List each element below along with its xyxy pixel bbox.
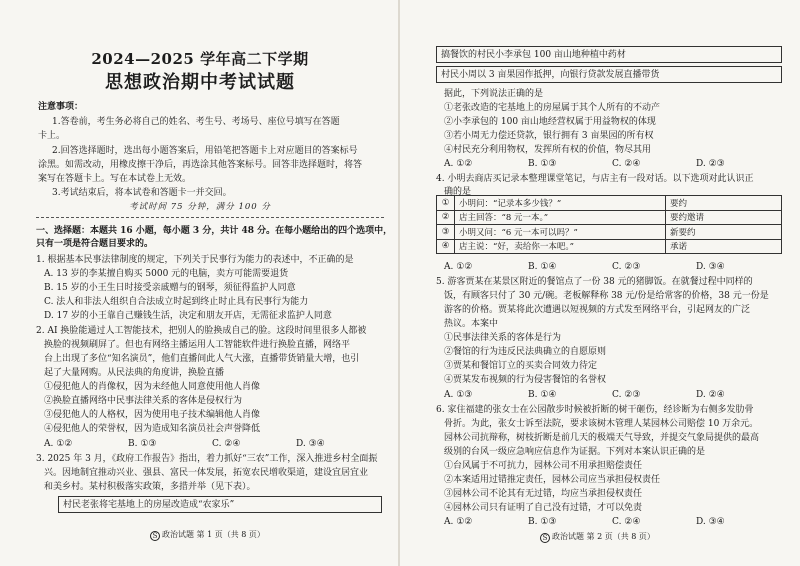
question-4-option-a: A. ①② [444,262,473,272]
question-6-stem: 6. 家住福建的张女士在公园散步时候被折断的树干砸伤，经诊断为右侧多发肋骨 [436,405,754,415]
table-cell: ④ [437,239,455,254]
question-6-item: ①台风属于不可抗力，园林公司不用承担赔偿责任 [444,461,643,471]
table-cell: 要约 [666,196,782,211]
question-6-stem: 园林公司抗辩称，树枝折断是前几天的极端天气导致，并提交气象局提供的最高 [444,433,760,443]
question-6-item: ④园林公司只有证明了自己没有过错，才可以免责 [444,503,643,513]
question-5-stem: 热议。本案中 [444,319,499,329]
table-cell: 新要约 [666,225,782,240]
question-4-option-d: D. ③④ [696,262,725,272]
exam-year-title: 2024—2025 学年高二下学期 [91,50,309,68]
question-6-item: ②本案适用过错推定责任，园林公司应当承担侵权责任 [444,475,661,485]
question-1-option: A. 13 岁的李某擅自购买 5000 元的电脑，卖方可能需要退货 [44,269,289,279]
question-1-stem: 1. 根据基本民事法律制度的规定，下列关于民事行为能力的表述中，不正确的是 [36,255,354,265]
question-1-option: B. 15 岁的小王生日时接受亲戚赠与的钢琴，须征得监护人同意 [44,283,296,293]
question-3-table-row [58,496,382,513]
table-row [437,196,782,211]
table-row [437,210,782,225]
section-title: 只有一项是符合题目要求的。 [36,239,154,249]
question-3-item: ②小李承包的 100 亩山地经营权属于用益物权的体现 [444,117,656,127]
notice-line: 案写在答题卡上。写在本试卷上无效。 [38,174,192,184]
question-4-option-c: C. ②③ [612,262,641,272]
question-5-option-a: A. ①③ [444,390,473,400]
question-6-option-a: A. ①② [444,517,473,527]
question-2-stem: 起了大量网购。从民法典的角度讲，换脸直播 [44,368,225,378]
question-3-table-row [436,46,782,63]
question-6-stem: 级别的台风一级应急响应信息作为证据。下列对本案认识正确的是 [444,447,706,457]
notice-line: 3.考试结束后，将本试卷和答题卡一并交回。 [52,188,232,198]
table-cell: 搞餐饮的村民小李承包 100 亩山地种植中药材 [441,50,626,60]
table-cell: 店主回答：“8 元一本。” [455,210,666,225]
question-3-stem: 和美乡村。某村积极落实政策，多措并举（见下表）。 [44,482,256,492]
question-1-option: C. 法人和非法人组织自合法成立时起到终止时止具有民事行为能力 [44,297,309,307]
divider [36,217,384,218]
table-cell: 小明问：“记录本多少钱？” [455,196,666,211]
question-5-item: ④贾某发布视频的行为侵害餐馆的名誉权 [444,375,607,385]
question-6-option-b: B. ①③ [528,517,557,527]
question-2-stem: 2. AI 换脸能通过人工智能技术，把别人的脸换成自己的脸。这段时间里很多人都被 [36,326,367,336]
notice-title: 注意事项： [38,102,84,112]
exam-info: 考试时间 75 分钟，满分 100 分 [129,202,271,212]
page-footer-left [150,529,265,541]
question-5-item: ①民事法律关系的客体是行为 [444,333,562,343]
question-2-item: ①侵犯他人的肖像权，因为未经他人同意使用他人肖像 [44,382,261,392]
question-5-option-b: B. ①④ [528,390,557,400]
table-cell: 小明又问：“6 元一本可以吗？” [455,225,666,240]
question-6-item: ③园林公司不论其有无过错，均应当承担侵权责任 [444,489,643,499]
notice-line: 卡上。 [38,131,66,141]
question-6-option-d: D. ③④ [696,517,725,527]
table-cell: 村民小周以 3 亩果园作抵押，向银行贷款发展直播带货 [441,70,660,80]
question-4-stem: 4. 小明去商店买记录本整理课堂笔记，与店主有一段对话。以下选项对此认识正 [436,174,754,184]
table-cell: 承诺 [666,239,782,254]
table-cell: 店主说：“好，卖给你一本吧。” [455,239,666,254]
question-2-item: ④侵犯他人的荣誉权，因为造成知名演员社会声誉降低 [44,424,261,434]
question-4-table [436,195,782,254]
question-4-stem: 确的是 [444,187,472,197]
section-title: 一、选择题：本题共 16 小题，每小题 3 分，共计 48 分。在每小题给出的四个选项中， [36,226,393,236]
question-3-option-a: A. ①② [444,159,473,169]
question-2-option-c: C. ②④ [212,439,241,449]
subject-logo-icon: S [540,533,550,543]
question-4-option-b: B. ①④ [528,262,557,272]
page-footer-right [540,531,655,543]
table-cell: ③ [437,225,455,240]
question-5-option-d: D. ②④ [696,390,725,400]
footer-text: 政治试题 第 1 页（共 8 页） [162,530,265,539]
question-3-item: ④村民充分利用物权，发挥所有权的价值，物尽其用 [444,145,652,155]
question-6-stem: 骨折。为此，张女士诉至法院，要求该树木管理人某园林公司赔偿 10 万余元。 [444,419,759,429]
question-2-option-a: A. ①② [44,439,73,449]
question-3-item: ③若小周无力偿还贷款，银行拥有 3 亩果园的所有权 [444,131,654,141]
question-2-stem: 台上出现了多位“知名演员”，他们直播间此人气大涨，直播带货销量大增，也引 [44,354,360,364]
question-5-stem: 饭，有顾客只付了 30 元/碗。老板解释称 38 元/份是给常客的价格，38 元一份是 [444,291,769,301]
question-3-table-row [436,66,782,83]
question-3-option-c: C. ②④ [612,159,641,169]
table-row [437,239,782,254]
question-3-item: ①老张改造的宅基地上的房屋属于其个人所有的不动产 [444,103,661,113]
table-cell: ② [437,210,455,225]
question-2-item: ③侵犯他人的人格权，因为使用电子技术编辑他人肖像 [44,410,261,420]
question-2-option-b: B. ①③ [128,439,157,449]
exam-subject-title: 思想政治期中考试试题 [105,72,295,93]
question-5-stem: 5. 游客贾某在某景区附近的餐馆点了一份 38 元的猪脚饭。在就餐过程中同样的 [436,277,753,287]
table-cell: 村民老张将宅基地上的房屋改造成“农家乐” [63,500,235,510]
question-3-option-d: D. ②③ [696,159,725,169]
question-5-stem: 游客的价格。贾某将此次遭遇以短视频的方式发至网络平台，引起网友的广泛 [444,305,751,315]
footer-text: 政治试题 第 2 页（共 8 页） [552,532,655,541]
question-5-item: ②餐馆的行为违反民法典确立的自愿原则 [444,347,607,357]
question-2-stem: 换脸的视频刷屏了。但也有网络主播运用人工智能软件进行换脸直播，网络平 [44,340,351,350]
notice-line: 涂黑。如需改动，用橡皮擦干净后，再选涂其他答案标号。回答非选择题时，将答 [38,160,363,170]
table-cell: ① [437,196,455,211]
question-6-option-c: C. ②④ [612,517,641,527]
subject-logo-icon: S [150,531,160,541]
notice-line: 1.答卷前，考生务必将自己的姓名、考生号、考场号、座位号填写在答题 [52,117,340,127]
question-1-option: D. 17 岁的小王靠自己赚钱生活，决定和朋友开店，无需征求监护人同意 [44,311,332,321]
table-cell: 要约邀请 [666,210,782,225]
question-5-option-c: C. ②③ [612,390,641,400]
question-5-item: ③贾某和餐馆订立的买卖合同效力待定 [444,361,598,371]
question-3-prompt: 据此，下列说法正确的是 [444,89,544,99]
table-row [437,225,782,240]
question-2-item: ②换脸直播网络中民事法律关系的客体是侵权行为 [44,396,243,406]
question-3-stem: 3. 2025 年 3 月，《政府工作报告》指出，着力抓好“三农”工作，深入推进乡村全面振 [36,454,378,464]
question-2-option-d: D. ③④ [296,439,325,449]
question-3-option-b: B. ①③ [528,159,557,169]
notice-line: 2.回答选择题时，选出每小题答案后，用铅笔把答题卡上对应题目的答案标号 [52,146,358,156]
question-3-stem: 兴。因地制宜推动兴业、强县、富民一体发展，拓宽农民增收渠道，建设宜居宜业 [44,468,369,478]
